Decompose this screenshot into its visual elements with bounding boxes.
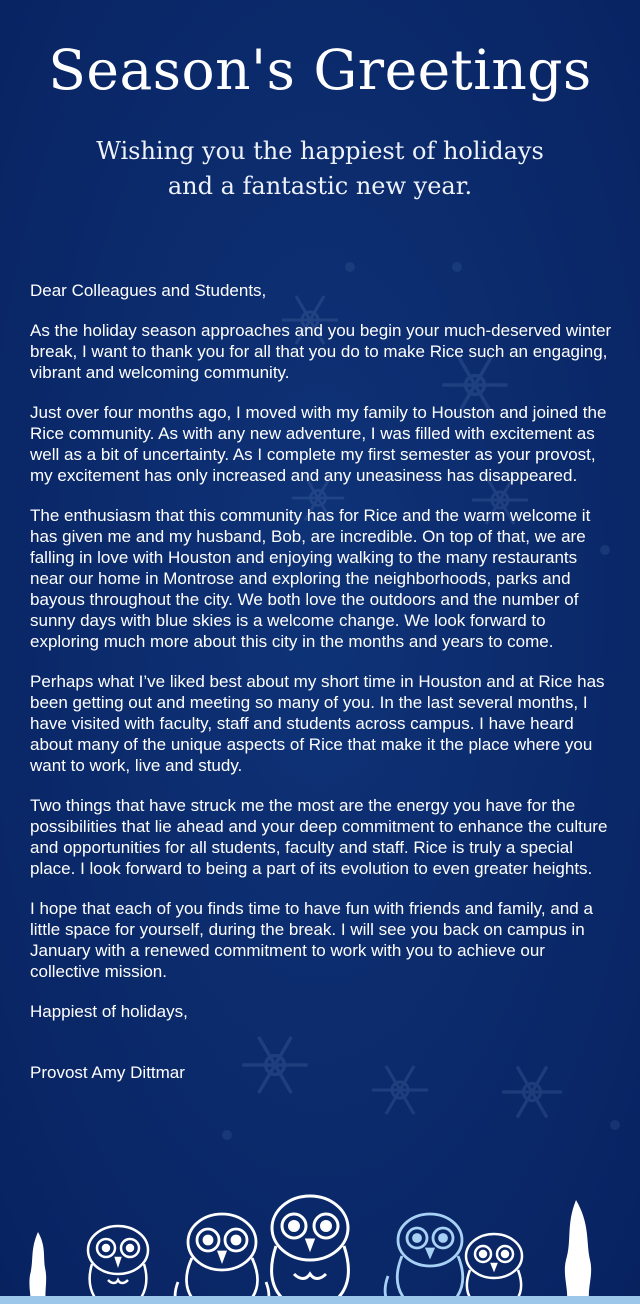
- letter-paragraph: I hope that each of you finds time to have fun with friends and family, and a little space for yourself, during the break. I will see you back on campus in January with a renewed commitment to work with you to achieve our collective mission.: [30, 899, 593, 981]
- snow-dot: [610, 1120, 620, 1130]
- snow-dot: [222, 1130, 232, 1140]
- letter-paragraph: The enthusiasm that this community has for Rice and the warm welcome it has given me and my husband, Bob, are incredible. On top of that, we are falling in love with Houston and enjoying walking to the many restaurants near our home in Montrose and exploring the neighborhoods, parks and bayous throughout the city. We both love the outdoors and the number of sunny days with blue skies is a welcome change. We look forward to exploring much more about this city in the months and years to come.: [30, 506, 591, 651]
- owl-icon: [88, 1226, 148, 1304]
- subtitle-line: and a fantastic new year.: [167, 172, 473, 200]
- snow-dot: [452, 262, 462, 272]
- letter-body: [30, 280, 614, 1083]
- owl-icon: [272, 1196, 349, 1304]
- owl-icon: [385, 1214, 463, 1304]
- tree-icon: [565, 1200, 591, 1304]
- footer-illustration: [0, 1180, 640, 1304]
- footer-ground: [0, 1296, 640, 1304]
- card-subtitle: [0, 134, 640, 204]
- closing: Happiest of holidays,: [30, 1002, 188, 1021]
- owl-icon: [466, 1234, 522, 1304]
- card-title: Season's Greetings: [48, 38, 592, 102]
- letter-paragraph: Just over four months ago, I moved with my family to Houston and joined the Rice community. As with any new adventure, I was filled with excitement as well as a bit of uncertainty. As I complete my first semester as your provost, my excitement has only increased and any uneasiness has disappeared.: [30, 403, 607, 485]
- signature: Provost Amy Dittmar: [30, 1063, 185, 1082]
- letter-paragraph: As the holiday season approaches and you begin your much-deserved winter break, I want to thank you for all that you do to make Rice such an engaging, vibrant and welcoming community.: [30, 321, 612, 382]
- tree-icon: [29, 1232, 46, 1304]
- salutation: Dear Colleagues and Students,: [30, 281, 267, 300]
- snow-dot: [345, 262, 355, 272]
- subtitle-line: Wishing you the happiest of holidays: [96, 137, 544, 165]
- letter-paragraph: Two things that have struck me the most are the energy you have for the possibilities that lie ahead and your deep commitment to enhance the culture and opportunities for all students, faculty and staff. Rice is truly a special place. I look forward to being a part of its evolution to even greater heights.: [30, 796, 608, 878]
- owl-icon: [175, 1214, 269, 1304]
- letter-paragraph: Perhaps what I’ve liked best about my short time in Houston and at Rice has been getting out and meeting so many of you. In the last several months, I have visited with faculty, staff and students across campus. I have heard about many of the unique aspects of Rice that make it the place where you want to work, live and study.: [30, 672, 605, 775]
